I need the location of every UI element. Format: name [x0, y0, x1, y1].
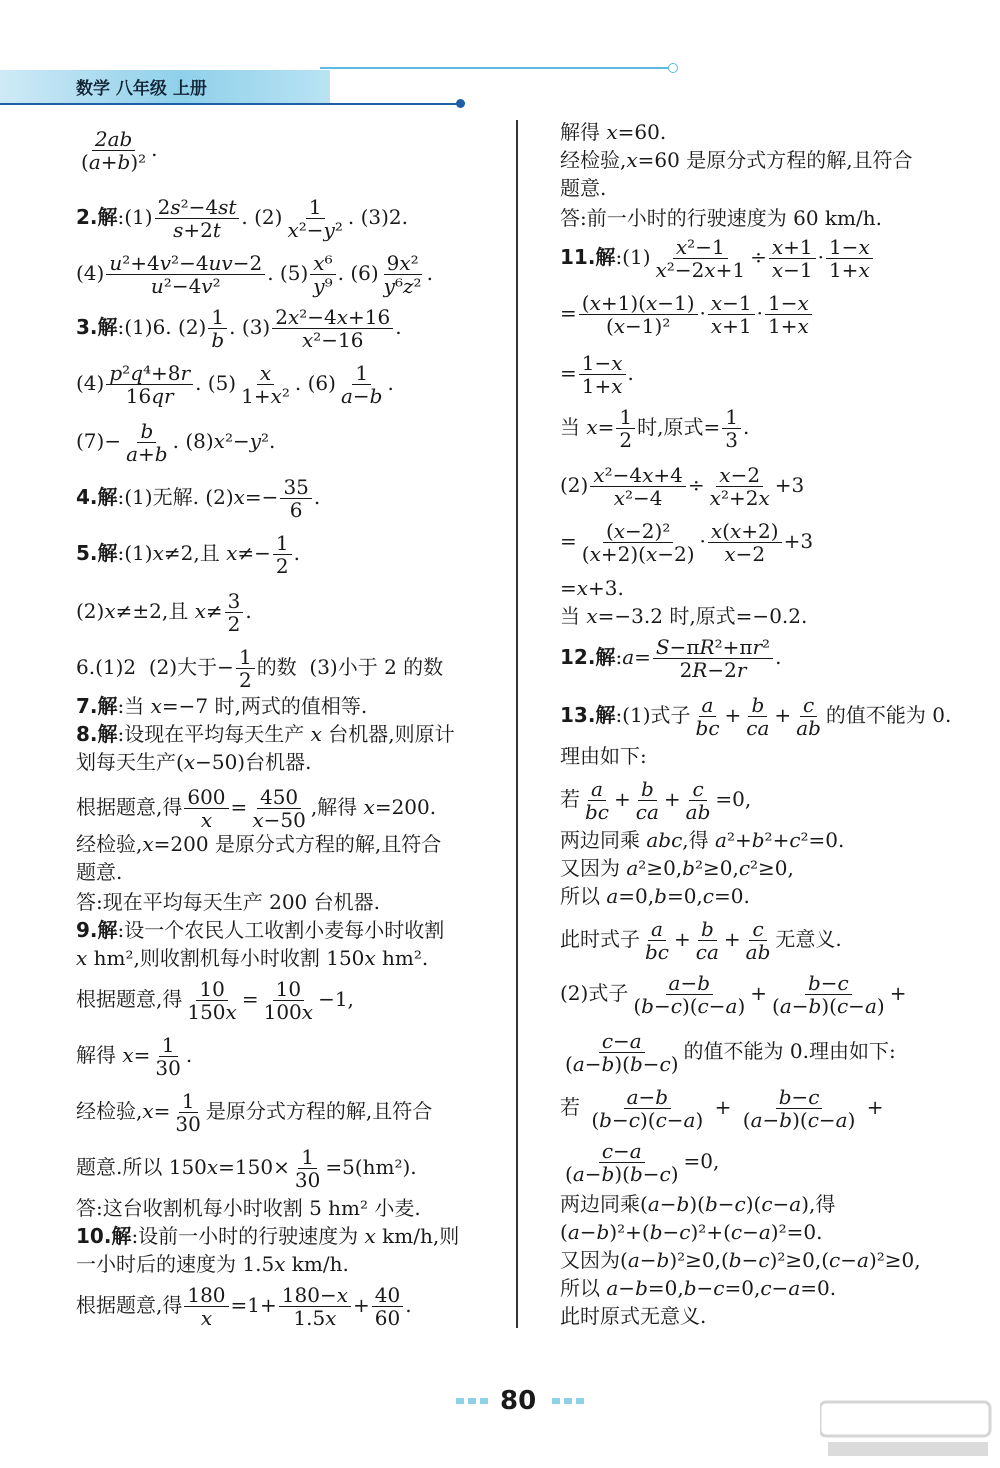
text-line: 9.解:设一个农民人工收割小麦每小时收割	[76, 918, 445, 942]
text-line: 若 $\frac{a}{bc}$ + $\frac{b}{ca}$ + $\frac{c}{ab}$ =0,	[560, 777, 752, 824]
text-line: 题意.所以 150x=150× $\frac{1}{30}$ =5(hm²).	[76, 1145, 417, 1192]
text-line: $\frac{c-a}{(a-b)(b-c)}$ =0,	[565, 1139, 720, 1186]
text-line: 解得 x= $\frac{1}{30}$ .	[76, 1033, 193, 1080]
text-line: (2)式子 $\frac{a-b}{(b-c)(c-a)}$ + $\frac{b-c}{(a-b)(c-a)}$ +	[560, 971, 907, 1018]
text-line: = $\frac{\text{(x−2)²}}{(x+2)(x-2)}$ · $\frac{x(x+2)}{x-2}$ +3	[560, 519, 814, 566]
text-line: 又因为(a−b)²≥0,(b−c)²≥0,(c−a)²≥0,	[560, 1248, 921, 1272]
text-line: $\frac{c-a}{(a-b)(b-c)}$ 的值不能为 0.理由如下:	[565, 1029, 896, 1076]
page-number-decoration-left	[456, 1398, 492, 1404]
text-line: 解得 x=60.	[560, 120, 667, 144]
text-line: 6.(1)2 (2)大于− $\frac{1}{2}$ 的数 (3)小于 2 的数	[76, 645, 444, 692]
right-column	[560, 0, 996, 1340]
text-line: 此时式子 $\frac{a}{bc}$ + $\frac{b}{ca}$ + $\frac{c}{ab}$ 无意义.	[560, 917, 842, 964]
watermark-logo	[820, 1400, 998, 1460]
text-line: 所以 a=0,b=0,c=0.	[560, 884, 750, 908]
text-line: (4) $\frac{\text{u²+4v²−4uv−2}}{\text{u²−4v²}}$ . (5) $\frac{\text{x⁶}}{\text{y⁹}}$ . (6) $\frac{\text{9x²}}{\text{y⁶z²}}$ .	[76, 251, 433, 298]
text-line: 10.解:设前一小时的行驶速度为 x km/h,则	[76, 1224, 460, 1248]
text-line: 当 x=−3.2 时,原式=−0.2.	[560, 604, 808, 628]
text-line: 5.解:(1)x≠2,且 x≠− $\frac{1}{2}$ .	[76, 531, 300, 578]
text-line: (a−b)²+(b−c)²+(c−a)²=0.	[560, 1220, 823, 1244]
text-line: 4.解:(1)无解. (2)x=− $\frac{35}{6}$ .	[76, 475, 321, 522]
text-line: 8.解:设现在平均每天生产 x 台机器,则原计	[76, 722, 455, 746]
text-line: x hm²,则收割机每小时收割 150x hm².	[76, 946, 429, 970]
text-line: 13.解:(1)式子 $\frac{a}{bc}$ + $\frac{b}{ca}$ + $\frac{c}{ab}$ 的值不能为 0.	[560, 693, 952, 740]
text-line: 根据题意,得 $\frac{600}{x}$ = $\frac{450}{x-50}$ ,解得 x=200.	[76, 785, 437, 832]
text-line: $\frac{2ab}{\text{(a+b)²}}$ .	[81, 127, 158, 174]
text-line: = $\frac{(x+1)(x-1)}{\text{(x−1)²}}$ · $\frac{x-1}{x+1}$ · $\frac{1-x}{1+x}$	[560, 292, 814, 337]
page-header-title: 数学 八年级 上册	[76, 79, 207, 99]
page-number: 80	[500, 1386, 537, 1416]
text-line: 答:前一小时的行驶速度为 60 km/h.	[560, 206, 882, 230]
text-line: 当 x= $\frac{1}{2}$ 时,原式= $\frac{1}{3}$ .	[560, 405, 750, 452]
text-line: 答:现在平均每天生产 200 台机器.	[76, 890, 380, 914]
text-line: (2) $\frac{\text{x²−4x+4}}{\text{x²−4}}$ ÷ $\frac{x-2}{\text{x²+2x}}$ +3	[560, 463, 805, 510]
text-line: 题意.	[560, 176, 607, 200]
text-line: 根据题意,得 $\frac{180}{x}$ =1+ $\frac{180-x}{1.5x}$ + $\frac{40}{60}$ .	[76, 1283, 412, 1330]
text-line: 经检验,x= $\frac{1}{30}$ 是原分式方程的解,且符合	[76, 1089, 433, 1136]
text-line: 7.解:当 x=−7 时,两式的值相等.	[76, 694, 368, 718]
page-number-decoration-right	[552, 1398, 588, 1404]
column-divider	[516, 120, 518, 1328]
text-line: 两边同乘 abc,得 a²+b²+c²=0.	[560, 828, 845, 852]
text-line: 若 $\frac{a-b}{(b-c)(c-a)}$ + $\frac{b-c}{(a-b)(c-a)}$ +	[560, 1085, 884, 1132]
text-line: 根据题意,得 $\frac{10}{150x}$ = $\frac{10}{100x}$ −1,	[76, 977, 354, 1024]
text-line: = $\frac{1-x}{1+x}$ .	[560, 351, 634, 398]
text-line: 11.解:(1) $\frac{\text{x²−1}}{\text{x²−2x+1}}$ ÷ $\frac{x+1}{x-1}$ · $\frac{1-x}{1+x}$	[560, 236, 875, 281]
text-line: 理由如下:	[560, 744, 647, 768]
text-line: 经检验,x=60 是原分式方程的解,且符合	[560, 148, 913, 172]
text-line: 一小时后的速度为 1.5x km/h.	[76, 1252, 349, 1276]
text-line: 经检验,x=200 是原分式方程的解,且符合	[76, 832, 442, 856]
left-column	[76, 0, 512, 1340]
text-line: 12.解:a= $\frac{\text{S−πR²+πr²}}{2R-2r}$ .	[560, 635, 782, 682]
text-line: 又因为 a²≥0,b²≥0,c²≥0,	[560, 856, 794, 880]
text-line: 答:这台收割机每小时收割 5 hm² 小麦.	[76, 1196, 421, 1220]
text-line: (7)− $\frac{b}{a+b}$ . (8)x²−y².	[76, 419, 276, 466]
text-line: 所以 a−b=0,b−c=0,c−a=0.	[560, 1276, 837, 1300]
text-line: (4) $\frac{\text{p²q⁴+8r}}{16qr}$ . (5) $\frac{x}{\text{1+x²}}$ . (6) $\frac{1}{a-b}$ .	[76, 361, 394, 408]
text-line: =x+3.	[560, 576, 624, 600]
text-line: (2)x≠±2,且 x≠ $\frac{3}{2}$ .	[76, 589, 252, 636]
text-line: 3.解:(1)6. (2) $\frac{1}{b}$ . (3) $\frac{\text{2x²−4x+16}}{\text{x²−16}}$ .	[76, 305, 402, 352]
text-line: 两边同乘(a−b)(b−c)(c−a),得	[560, 1192, 836, 1216]
text-line: 此时原式无意义.	[560, 1304, 707, 1328]
text-line: 题意.	[76, 860, 123, 884]
text-line: 2.解:(1) $\frac{\text{2s²−4st}}{s+2t}$ . (2) $\frac{1}{\text{x²−y²}}$ . (3)2.	[76, 195, 408, 242]
text-line: 划每天生产(x−50)台机器.	[76, 750, 312, 774]
